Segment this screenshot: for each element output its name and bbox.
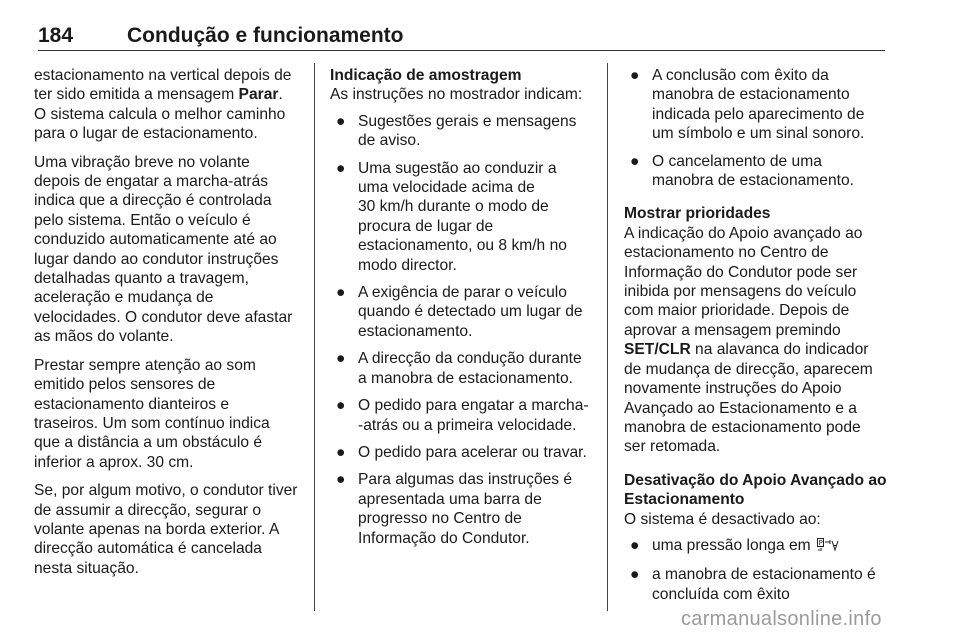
page-number: 184 xyxy=(38,24,74,47)
list-item: ● a manobra de estacionamento é concluída com êxito xyxy=(630,566,876,603)
column-left xyxy=(34,66,302,587)
paragraph: O sistema é desactivado ao: xyxy=(624,510,821,528)
list-item: ● Uma sugestão ao conduzir a uma velocidade acima de 30 km/h durante o modo de procura de lugar de estacionamento, ou 8 km/h no modo director. xyxy=(336,159,567,274)
section-heading: Indicação de amostragem xyxy=(330,67,522,84)
column-divider xyxy=(607,63,608,611)
paragraph: Uma vibração breve no volante depois de engatar a marcha-atrás indica que a direcção é controlada pelo sistema. Então o veículo é conduzido automaticamente até ao lugar dando ao condutor instruções detalhadas quanto a travagem, aceleração e mudança de velocidades. O condutor deve afastar as mãos do volante. xyxy=(34,153,293,346)
watermark: carmanualsonline.info xyxy=(681,608,882,630)
paragraph: A indicação do Apoio avançado ao estacionamento no Centro de Informação do Condutor pode ser inibida por mensagens do veículo com maior prioridade. Depois de aprovar a mensagem premindo SET/CLR na alavanca do indicador de mudança de direcção, aparecem novamente instruções do Apoio Avançado ao Estacionamento e a manobra de estacionamento pode ser retomada. xyxy=(624,224,873,456)
list-item: ● O cancelamento de uma manobra de estacionamento. xyxy=(630,152,854,190)
message-parar: Parar xyxy=(238,86,279,104)
section-heading: Mostrar prioridades xyxy=(624,205,771,223)
paragraph: Se, por algum motivo, o condutor tiver de assumir a direcção, segurar o volante apenas na borda exterior. A direcção automática é cancelada nesta situação. xyxy=(34,482,298,577)
parking-assist-icon xyxy=(817,538,839,557)
list-item: ● Sugestões gerais e mensagens de aviso. xyxy=(336,112,577,150)
list-item: ● Para algumas das instruções é apresentada uma barra de progresso no Centro de Informação do Condutor. xyxy=(336,471,573,547)
column-divider xyxy=(314,63,315,611)
column-right xyxy=(624,66,894,616)
list-item: ● A conclusão com êxito da manobra de estacionamento indicada pelo aparecimento de um símbolo e um sinal sonoro. xyxy=(630,67,865,143)
section-heading: Desativação do Apoio Avançado ao Estacionamento xyxy=(624,471,887,509)
paragraph: estacionamento na vertical depois de ter sido emitida a mensagem Parar. O sistema calcula o melhor caminho para o lugar de estacionamento. xyxy=(34,67,292,143)
chapter-title: Condução e funcionamento xyxy=(127,24,404,47)
set-clr-key: SET/CLR xyxy=(624,341,691,359)
column-middle xyxy=(330,66,592,560)
list-item: ● A exigência de parar o veículo quando é detectado um lugar de estacionamento. xyxy=(336,284,583,340)
paragraph: Prestar sempre atenção ao som emitido pelos sensores de estacionamento dianteiros e traseiros. Um som contínuo indica que a distância a um obstáculo é inferior a aprox. 30 cm. xyxy=(34,356,270,471)
list-item: ● O pedido para engatar a marcha- -atrás ou a primeira velocidade. xyxy=(336,397,589,434)
page-header xyxy=(38,20,885,51)
list-item: ● A direcção da condução durante a manobra de estacionamento. xyxy=(336,350,582,387)
paragraph: As instruções no mostrador indicam: xyxy=(330,86,583,104)
bullet-list xyxy=(330,112,592,548)
svg-text:P: P xyxy=(818,538,823,547)
list-item: ● uma pressão longa em P xyxy=(624,536,894,557)
bullet-list xyxy=(624,536,894,604)
list-item: ● O pedido para acelerar ou travar. xyxy=(336,443,587,461)
bullet-list xyxy=(624,66,894,190)
